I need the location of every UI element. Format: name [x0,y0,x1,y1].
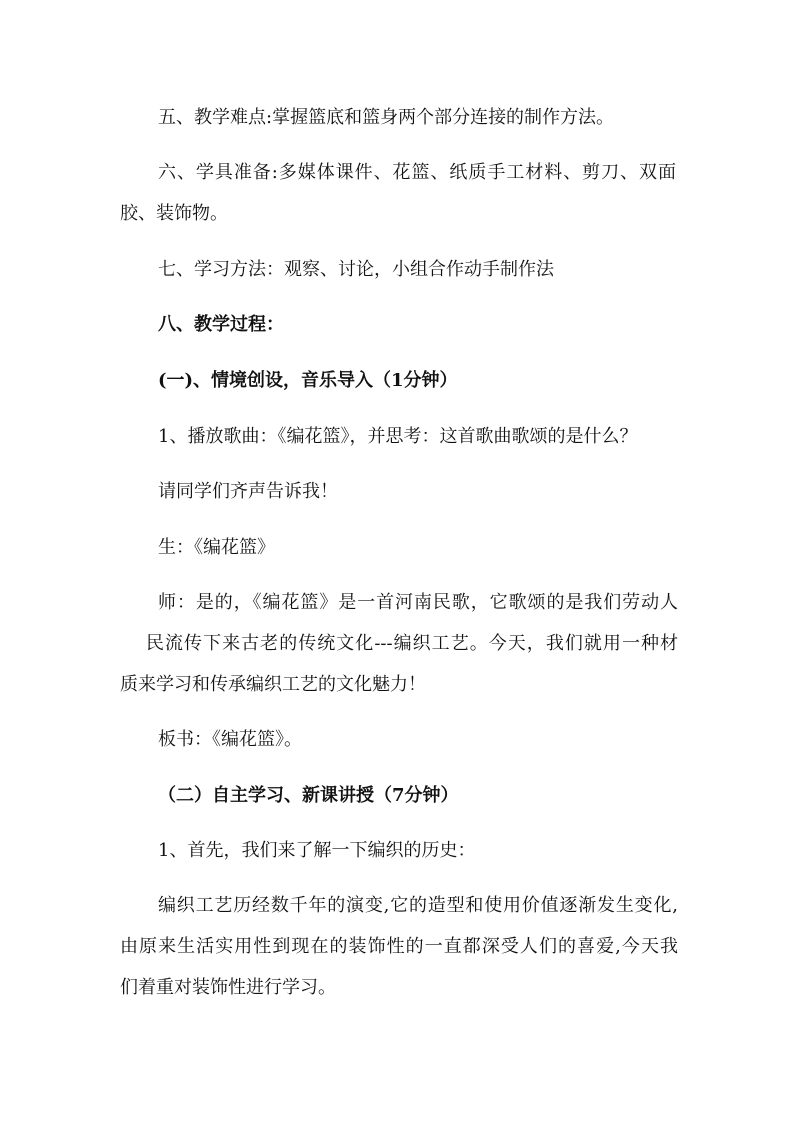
paragraph-teacher-line1: 师：是的，《编花篮》是一首河南民歌，它歌颂的是我们劳动人 [158,592,678,613]
heading-section-two: （二）自主学习、新课讲授（7分钟） [158,785,459,806]
paragraph-materials-line1: 六、学具准备:多媒体课件、花篮、纸质手工材料、剪刀、双面 [158,162,676,183]
paragraph-teacher-line2: 民流传下来古老的传统文化---编织工艺。今天，我们就用一种材 [146,633,678,654]
paragraph-student-answer: 生：《编花篮》 [158,537,275,558]
paragraph-history-line2: 由原来生活实用性到现在的装饰性的一直都深受人们的喜爱,今天我 [120,936,678,957]
paragraph-ask-students: 请同学们齐声告诉我！ [158,481,338,502]
paragraph-methods: 七、学习方法：观察、讨论，小组合作动手制作法 [158,259,554,280]
paragraph-teacher-line3: 质来学习和传承编织工艺的文化魅力！ [120,674,426,695]
paragraph-history-line3: 们着重对装饰性进行学习。 [120,977,336,998]
paragraph-difficulty: 五、教学难点:掌握篮底和篮身两个部分连接的制作方法。 [158,107,615,128]
paragraph-blackboard: 板书：《编花篮》。 [158,729,302,750]
paragraph-history-line1: 编织工艺历经数千年的演变,它的造型和使用价值逐渐发生变化, [158,895,678,916]
heading-process: 八、教学过程： [158,314,284,335]
paragraph-play-song: 1、播放歌曲：《编花篮》，并思考：这首歌曲歌颂的是什么？ [158,426,638,447]
heading-section-one: (一)、情境创设，音乐导入（1分钟） [158,370,458,391]
paragraph-materials-line2: 胶、装饰物。 [120,203,228,224]
paragraph-history-intro: 1、首先，我们来了解一下编织的历史： [158,840,476,861]
